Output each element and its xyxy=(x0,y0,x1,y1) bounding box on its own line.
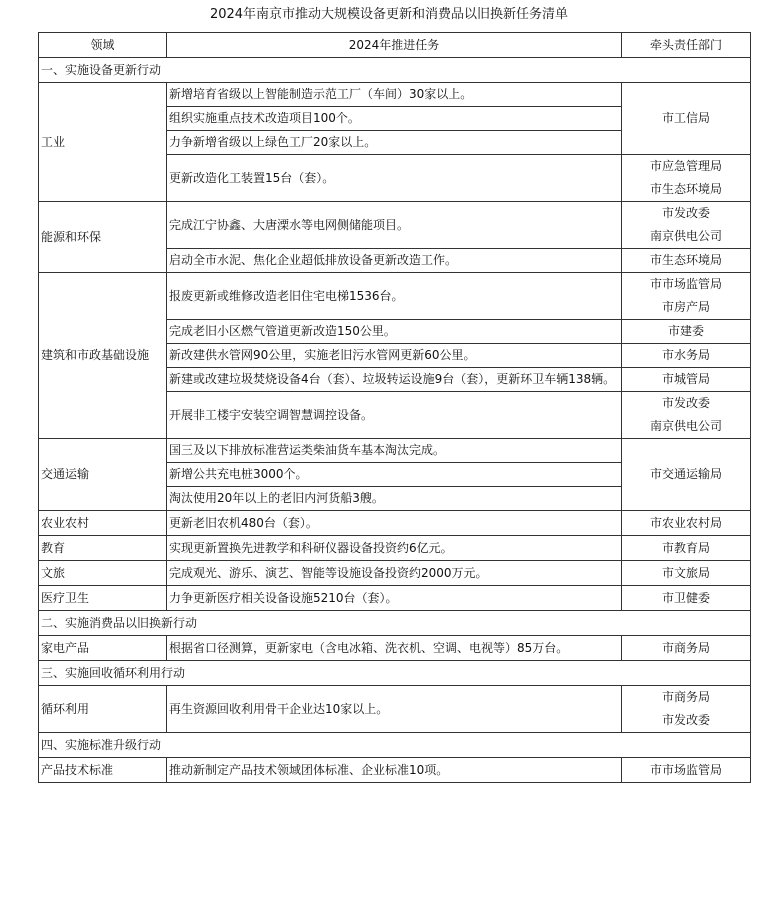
section-row xyxy=(39,611,751,636)
dept-name: 市农业农村局 xyxy=(649,515,722,530)
dept-name: 市工信局 xyxy=(661,111,710,125)
dept-name: 南京供电公司 xyxy=(649,229,722,243)
dept-cell xyxy=(622,344,751,368)
field-cell: 农业农村 xyxy=(39,511,167,536)
section-row xyxy=(39,661,751,686)
header-field: 领域 xyxy=(39,33,167,58)
task-cell: 启动全市水泥、焦化企业超低排放设备更新改造工作。 xyxy=(167,249,622,273)
table-row xyxy=(39,83,751,107)
table-row xyxy=(39,586,751,611)
dept-name: 市建委 xyxy=(667,324,704,338)
section-title: 一、实施设备更新行动 xyxy=(39,58,751,83)
dept-name: 市教育局 xyxy=(661,540,710,555)
task-cell: 完成老旧小区燃气管道更新改造150公里。 xyxy=(167,320,622,344)
dept-cell xyxy=(622,686,751,733)
task-cell: 力争新增省级以上绿色工厂20家以上。 xyxy=(167,131,622,155)
dept-name: 市生态环境局 xyxy=(649,182,722,196)
table-row xyxy=(39,536,751,561)
dept-name: 市商务局 xyxy=(661,640,710,655)
section-row xyxy=(39,58,751,83)
dept-name: 市商务局 xyxy=(661,690,710,704)
task-cell: 更新老旧农机480台（套）。 xyxy=(167,511,622,536)
task-cell: 开展非工楼宇安装空调智慧调控设备。 xyxy=(167,392,622,439)
task-cell: 完成江宁协鑫、大唐溧水等电网侧储能项目。 xyxy=(167,202,622,249)
dept-name: 市水务局 xyxy=(661,348,710,362)
task-cell: 新增公共充电桩3000个。 xyxy=(167,463,622,487)
field-cell: 文旅 xyxy=(39,561,167,586)
task-cell: 完成观光、游乐、演艺、智能等设施设备投资约2000万元。 xyxy=(167,561,622,586)
table-row xyxy=(39,758,751,783)
dept-name: 市发改委 xyxy=(661,713,710,727)
dept-name: 市房产局 xyxy=(661,300,710,314)
header-task: 2024年推进任务 xyxy=(167,33,622,58)
dept-cell xyxy=(622,439,751,511)
dept-cell xyxy=(622,155,751,202)
field-cell: 教育 xyxy=(39,536,167,561)
dept-cell xyxy=(622,249,751,273)
dept-name: 市市场监管局 xyxy=(649,762,722,777)
dept-name: 市城管局 xyxy=(661,372,710,386)
field-cell: 交通运输 xyxy=(39,439,167,511)
task-cell: 力争更新医疗相关设备设施5210台（套）。 xyxy=(167,586,622,611)
dept-name: 南京供电公司 xyxy=(649,419,722,433)
field-cell: 循环利用 xyxy=(39,686,167,733)
dept-cell xyxy=(622,320,751,344)
dept-cell xyxy=(622,392,751,439)
dept-cell xyxy=(622,368,751,392)
task-cell: 推动新制定产品技术领域团体标准、企业标准10项。 xyxy=(167,758,622,783)
task-cell: 新改建供水管网90公里，实施老旧污水管网更新60公里。 xyxy=(167,344,622,368)
task-cell: 新增培育省级以上智能制造示范工厂（车间）30家以上。 xyxy=(167,83,622,107)
task-cell: 组织实施重点技术改造项目100个。 xyxy=(167,107,622,131)
table-header-row xyxy=(39,33,751,58)
table-row xyxy=(39,686,751,733)
task-cell: 国三及以下排放标准营运类柴油货车基本淘汰完成。 xyxy=(167,439,622,463)
table-row xyxy=(39,202,751,249)
field-cell: 能源和环保 xyxy=(39,202,167,273)
dept-cell xyxy=(622,536,751,561)
dept-name: 市应急管理局 xyxy=(649,159,722,173)
table-body xyxy=(39,58,751,783)
dept-cell xyxy=(622,202,751,249)
task-table xyxy=(38,32,751,783)
field-cell: 工业 xyxy=(39,83,167,202)
section-title: 三、实施回收循环利用行动 xyxy=(39,661,751,686)
dept-name: 市市场监管局 xyxy=(649,277,722,291)
dept-name: 市交通运输局 xyxy=(649,467,722,481)
dept-name: 市生态环境局 xyxy=(649,253,722,267)
section-title: 四、实施标准升级行动 xyxy=(39,733,751,758)
page-title: 2024年南京市推动大规模设备更新和消费品以旧换新任务清单 xyxy=(209,7,569,22)
task-cell: 实现更新置换先进教学和科研仪器设备投资约6亿元。 xyxy=(167,536,622,561)
section-title: 二、实施消费品以旧换新行动 xyxy=(39,611,751,636)
table-row xyxy=(39,561,751,586)
table-row xyxy=(39,636,751,661)
dept-cell xyxy=(622,83,751,155)
task-cell: 更新改造化工装置15台（套）。 xyxy=(167,155,622,202)
dept-cell xyxy=(622,758,751,783)
table-row xyxy=(39,511,751,536)
table-row xyxy=(39,439,751,463)
dept-cell xyxy=(622,586,751,611)
task-cell: 根据省口径测算，更新家电（含电冰箱、洗衣机、空调、电视等）85万台。 xyxy=(167,636,622,661)
field-cell: 产品技术标准 xyxy=(39,758,167,783)
table-row xyxy=(39,273,751,320)
dept-name: 市发改委 xyxy=(661,206,710,220)
dept-cell xyxy=(622,273,751,320)
dept-name: 市文旅局 xyxy=(661,565,710,580)
field-cell: 医疗卫生 xyxy=(39,586,167,611)
task-cell: 报废更新或维修改造老旧住宅电梯1536台。 xyxy=(167,273,622,320)
header-dept: 牵头责任部门 xyxy=(622,33,751,58)
task-cell: 新建或改建垃圾焚烧设备4台（套）、垃圾转运设施9台（套），更新环卫车辆138辆。 xyxy=(167,368,622,392)
dept-cell xyxy=(622,636,751,661)
task-cell: 再生资源回收利用骨干企业达10家以上。 xyxy=(167,686,622,733)
section-row xyxy=(39,733,751,758)
dept-name: 市卫健委 xyxy=(661,590,710,605)
field-cell: 家电产品 xyxy=(39,636,167,661)
dept-name: 市发改委 xyxy=(661,396,710,410)
dept-cell xyxy=(622,561,751,586)
dept-cell xyxy=(622,511,751,536)
field-cell: 建筑和市政基础设施 xyxy=(39,273,167,439)
task-cell: 淘汰使用20年以上的老旧内河货船3艘。 xyxy=(167,487,622,511)
